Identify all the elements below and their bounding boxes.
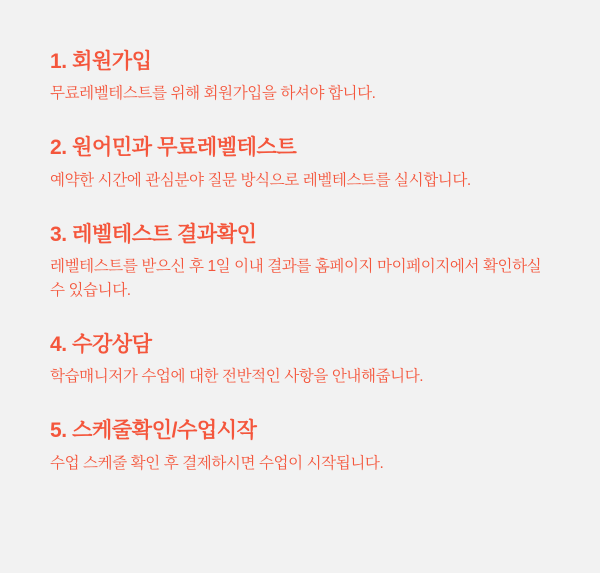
step-title: 3. 레벨테스트 결과확인 [50,222,257,246]
step-item [50,331,550,389]
step-description: 학습매니저가 수업에 대한 전반적인 사항을 안내해줍니다. [50,368,424,386]
step-description: 수업 스케줄 확인 후 결제하시면 수업이 시작됩니다. [50,454,384,472]
step-description: 예약한 시간에 관심분야 질문 방식으로 레벨테스트를 실시합니다. [50,171,471,189]
step-title: 2. 원어민과 무료레벨테스트 [50,136,297,160]
step-description: 무료레벨테스트를 위해 회원가입을 하셔야 합니다. [50,85,376,103]
step-item [50,221,550,303]
step-title: 5. 스케줄확인/수업시작 [50,419,257,443]
step-title: 1. 회원가입 [50,50,152,73]
step-description: 레벨테스트를 받으신 후 1일 이내 결과를 홈페이지 마이페이지에서 확인하실수 있습니다. [50,257,542,299]
step-item [50,134,550,192]
step-item [50,48,550,106]
step-title: 4. 수강상담 [50,332,152,356]
step-item [50,417,550,475]
